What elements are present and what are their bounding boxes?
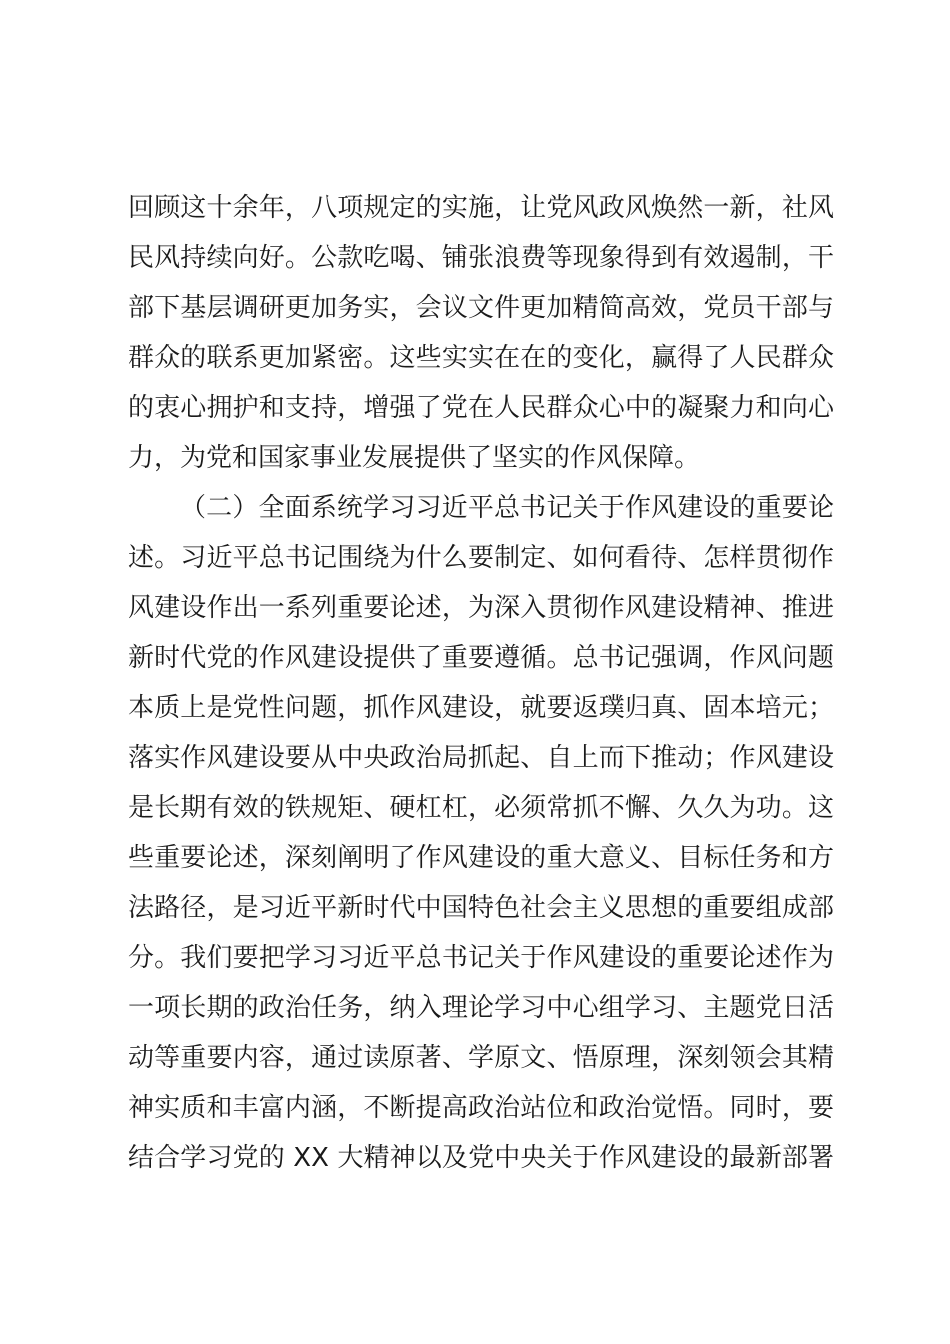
text-line: 是长期有效的铁规矩、硬杠杠，必须常抓不懈、久久为功。这	[128, 793, 834, 823]
text-line: 民风持续向好。公款吃喝、铺张浪费等现象得到有效遏制，干	[128, 243, 834, 273]
text-line: 一项长期的政治任务，纳入理论学习中心组学习、主题党日活	[128, 993, 834, 1023]
text-line: 分。我们要把学习习近平总书记关于作风建设的重要论述作为	[128, 943, 834, 973]
text-line: 新时代党的作风建设提供了重要遵循。总书记强调，作风问题	[128, 643, 834, 673]
text-line: 风建设作出一系列重要论述，为深入贯彻作风建设精神、推进	[128, 593, 834, 623]
text-line: 回顾这十余年，八项规定的实施，让党风政风焕然一新，社风	[128, 193, 834, 223]
text-line: 落实作风建设要从中央政治局抓起、自上而下推动；作风建设	[128, 743, 834, 773]
text-line: 动等重要内容，通过读原著、学原文、悟原理，深刻领会其精	[128, 1043, 834, 1073]
text-line: 力，为党和国家事业发展提供了坚实的作风保障。	[128, 443, 701, 473]
text-line: 群众的联系更加紧密。这些实实在在的变化，赢得了人民群众	[128, 343, 834, 373]
text-line: 的衷心拥护和支持，增强了党在人民群众心中的凝聚力和向心	[128, 393, 834, 423]
text-line: 些重要论述，深刻阐明了作风建设的重大意义、目标任务和方	[128, 843, 834, 873]
text-line: 法路径，是习近平新时代中国特色社会主义思想的重要组成部	[128, 893, 834, 923]
text-line: 部下基层调研更加务实，会议文件更加精简高效，党员干部与	[128, 293, 834, 323]
text-line: 本质上是党性问题，抓作风建设，就要返璞归真、固本培元；	[128, 693, 834, 723]
text-line: 神实质和丰富内涵，不断提高政治站位和政治觉悟。同时，要	[128, 1093, 834, 1123]
text-line: 述。习近平总书记围绕为什么要制定、如何看待、怎样贯彻作	[128, 543, 834, 573]
section-heading-line: （二）全面系统学习习近平总书记关于作风建设的重要论	[180, 493, 834, 523]
text-line: 结合学习党的 XX 大精神以及党中央关于作风建设的最新部署	[128, 1143, 834, 1173]
document-body	[128, 183, 834, 1183]
